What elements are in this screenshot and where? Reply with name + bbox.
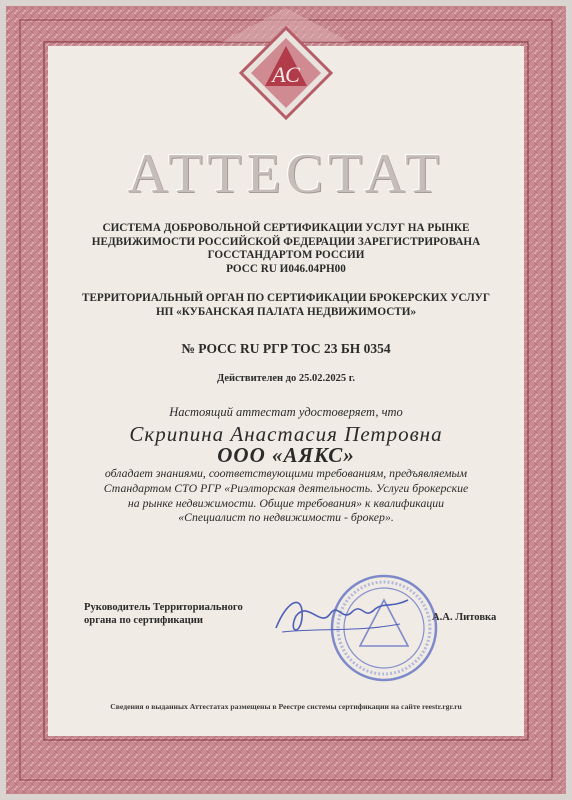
system-line: ГОССТАНДАРТОМ РОССИИ bbox=[207, 249, 365, 262]
body-line: «Специалист по недвижимости - брокер». bbox=[178, 510, 394, 525]
system-line: РОСС RU И046.04РН00 bbox=[226, 262, 346, 275]
logo-letters: АС bbox=[272, 62, 300, 87]
organization-name: ООО «АЯКС» bbox=[217, 443, 355, 467]
qualification-text bbox=[56, 466, 516, 525]
signatory-title bbox=[84, 601, 243, 627]
signature bbox=[268, 588, 418, 642]
system-logo bbox=[237, 24, 335, 122]
body-line: на рынке недвижимости. Общие требования» к квалификации bbox=[127, 495, 445, 510]
signatory-title-line: Руководитель Территориального bbox=[84, 602, 243, 613]
system-block bbox=[60, 222, 512, 276]
intro-text: Настоящий аттестат удостоверяет, что bbox=[169, 405, 403, 419]
person-name: Скрипина Анастасия Петровна bbox=[129, 422, 443, 446]
body-line: обладает знаниями, соответствующими требованиям, предъявляемым bbox=[104, 466, 468, 480]
body-line: Стандартом СТО РГР «Риэлторская деятельность. Услуги брокерские bbox=[103, 480, 469, 495]
organ-line: НП «КУБАНСКАЯ ПАЛАТА НЕДВИЖИМОСТИ» bbox=[155, 305, 417, 318]
registry-footer: Сведения о выданных Аттестатах размещены в Реестре системы сертификации на сайте reestr.rgr.ru bbox=[110, 702, 462, 711]
signatory-name: А.А. Литовка bbox=[432, 612, 497, 623]
system-line: СИСТЕМА ДОБРОВОЛЬНОЙ СЕРТИФИКАЦИИ УСЛУГ НА РЫНКЕ bbox=[102, 222, 470, 234]
signatory-title-line: органа по сертификации bbox=[84, 615, 203, 627]
registration-number: № РОСС RU РГР ТОС 23 БН 0354 bbox=[181, 341, 391, 356]
system-line: НЕДВИЖИМОСТИ РОССИЙСКОЙ ФЕДЕРАЦИИ ЗАРЕГИСТРИРОВАНА bbox=[91, 235, 481, 248]
organ-line: ТЕРРИТОРИАЛЬНЫЙ ОРГАН ПО СЕРТИФИКАЦИИ БРОКЕРСКИХ УСЛУГ bbox=[82, 292, 490, 304]
document-title: АТТЕСТАТ bbox=[127, 143, 445, 205]
organ-block bbox=[60, 292, 512, 319]
validity-date: Действителен до 25.02.2025 г. bbox=[217, 373, 355, 384]
